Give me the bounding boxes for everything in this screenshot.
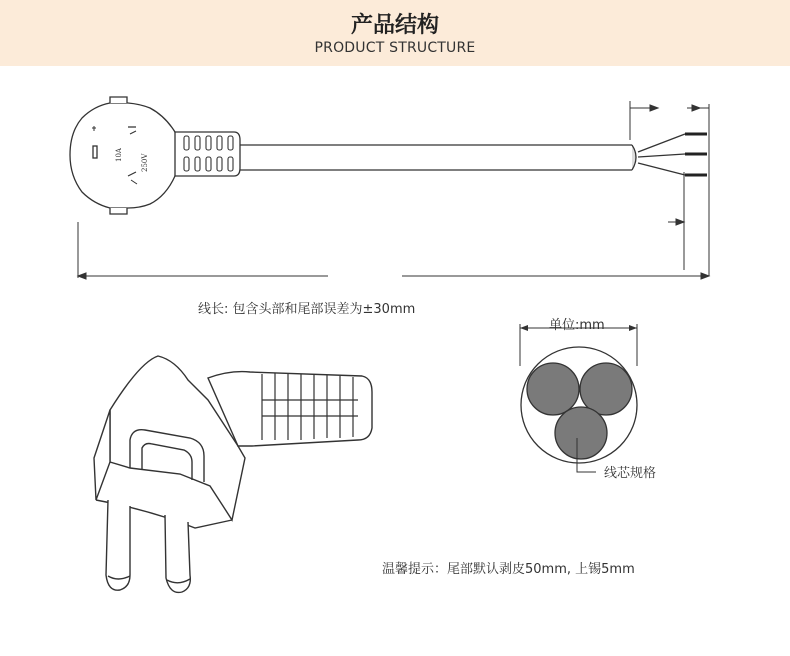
core-3 — [555, 407, 607, 459]
page-subtitle: PRODUCT STRUCTURE — [314, 40, 476, 56]
plug-top-view — [70, 97, 240, 214]
cable-length-note: 线长: 包含头部和尾部误差为±30mm — [198, 302, 416, 317]
core-1 — [527, 363, 579, 415]
page-title: 产品结构 — [350, 13, 439, 38]
cross-section — [520, 324, 637, 472]
core-spec-label: 线芯规格 — [604, 466, 657, 481]
plug-rating-voltage: 250V — [141, 153, 149, 172]
plug-3d-view — [94, 356, 372, 592]
core-2 — [580, 363, 632, 415]
stripping-tip: 温馨提示：尾部默认剥皮50mm, 上锡5mm — [382, 562, 635, 577]
stripped-wires — [638, 134, 707, 175]
unit-label: 单位:mm — [549, 318, 605, 333]
cable — [240, 145, 636, 170]
plug-rating-current: 10A — [115, 148, 123, 162]
